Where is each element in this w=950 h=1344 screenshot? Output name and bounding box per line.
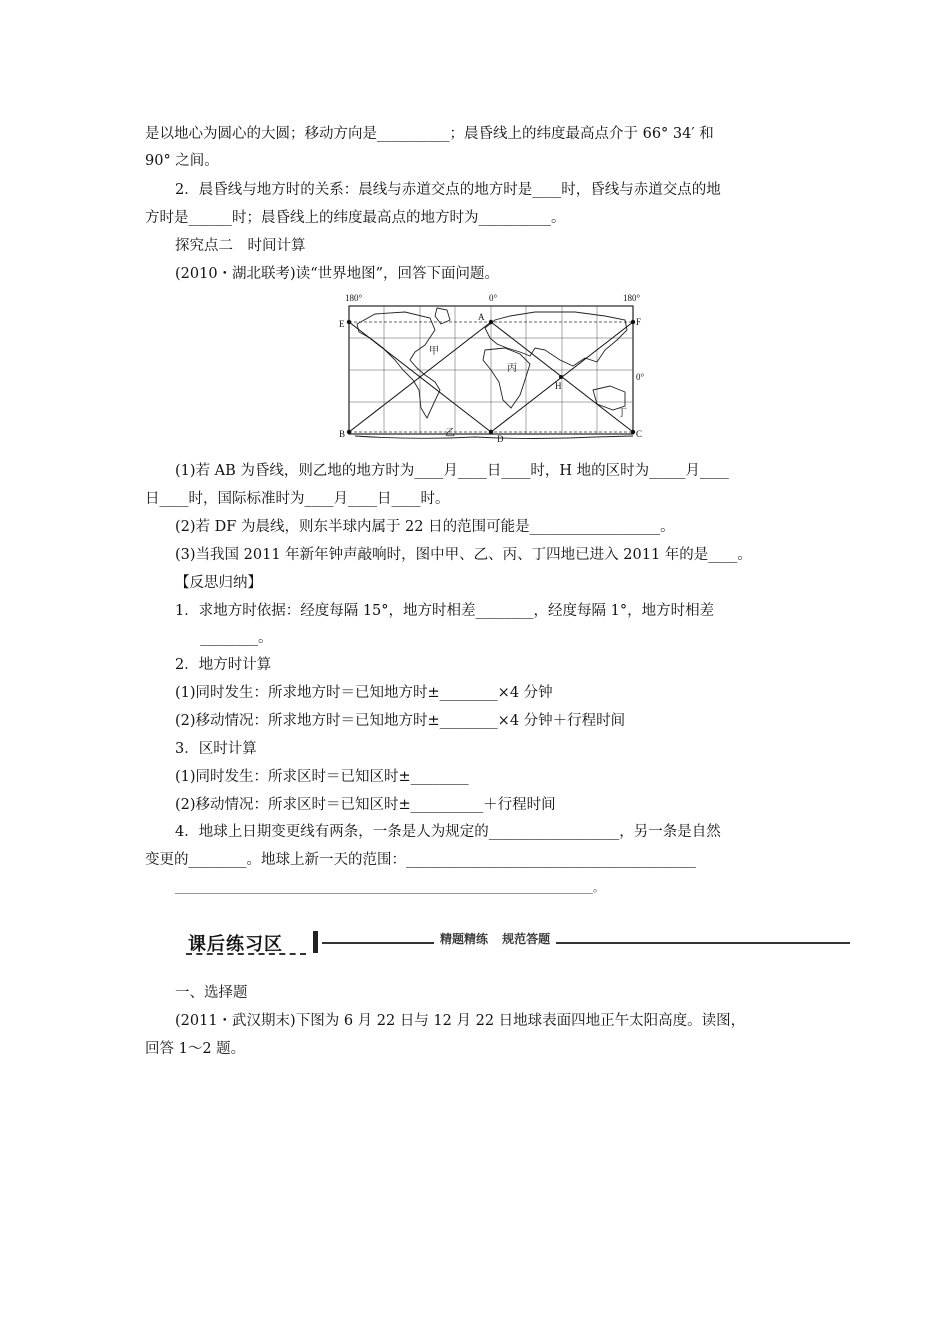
reflection-1-line-2: ________。 [200, 630, 273, 646]
reflection-2-item-1: (1)同时发生：所求地方时＝已知地方时±________×4 分钟 [175, 685, 553, 701]
place-label-ding: 丁 [617, 408, 627, 419]
reflection-4-line-1: 4．地球上日期变更线有两条，一条是人为规定的__________________，另一条是自然 [175, 824, 721, 840]
reflection-3-item-2: (2)移动情况：所求区时＝已知区时±__________＋行程时间 [175, 797, 556, 813]
reflection-4-line-2: 变更的________。地球上新一天的范围：________________________________________ [145, 852, 696, 868]
point-label-F: F [636, 317, 642, 327]
reflection-1-line-1: 1．求地方时依据：经度每隔 15°，地方时相差________，经度每隔 1°，地方时相差 [175, 603, 715, 619]
banner-title-underline [186, 953, 306, 955]
question-1-line-2: 日____时，国际标准时为____月____日____时。 [145, 491, 450, 507]
place-label-yi: 乙 [445, 428, 455, 439]
reflection-4-line-3: ____________________________________________________________________________。 [175, 881, 604, 894]
point-label-E: E [339, 319, 345, 329]
point-label-C: C [636, 429, 643, 439]
question-intro: (2010・湖北联考)读“世界地图”，回答下面问题。 [175, 266, 500, 282]
place-label-jia: 甲 [429, 346, 439, 357]
section-banner [178, 928, 850, 956]
choice-intro-line-1: (2011・武汉期末)下图为 6 月 22 日与 12 月 22 日地球表面四地正午太阳高度。读图， [175, 1013, 746, 1029]
question-3: (3)当我国 2011 年新年钟声敲响时，图中甲、乙、丙、丁四地已进入 2011 年的是____。 [175, 547, 752, 563]
section-choice-heading: 一、选择题 [175, 985, 248, 1001]
lon-label-left: 180° [345, 293, 363, 303]
banner-rule [322, 942, 850, 944]
reflection-3-item-1: (1)同时发生：所求区时＝已知区时±________ [175, 769, 469, 785]
place-label-bing: 丙 [507, 363, 517, 374]
banner-title: 课后练习区 [188, 934, 283, 955]
lon-label-center: 0° [489, 293, 498, 303]
banner-subtitle: 精题精练 规范答题 [434, 930, 556, 947]
banner-divider-bar [313, 931, 318, 953]
text-line-1: 是以地心为圆心的大圆；移动方向是__________；晨昏线上的纬度最高点介于 66° 34′ 和 [145, 126, 714, 142]
text-line-4: 方时是______时；晨昏线上的纬度最高点的地方时为__________。 [145, 210, 566, 226]
lon-label-right: 180° [623, 293, 641, 303]
point-label-B: B [339, 429, 346, 439]
text-line-2: 90° 之间。 [145, 153, 219, 169]
reflection-2-heading: 2．地方时计算 [175, 657, 272, 673]
reflection-3-heading: 3．区时计算 [175, 741, 257, 757]
equator-label: 0° [636, 372, 645, 382]
choice-intro-line-2: 回答 1～2 题。 [145, 1041, 246, 1057]
reflection-heading: 【反思归纳】 [175, 575, 262, 591]
point-label-H: H [555, 381, 562, 391]
point-label-A: A [478, 312, 485, 322]
question-2: (2)若 DF 为晨线，则东半球内属于 22 日的范围可能是__________________。 [175, 519, 675, 535]
point-label-D: D [497, 434, 504, 444]
reflection-2-item-2: (2)移动情况：所求地方时＝已知地方时±________×4 分钟＋行程时间 [175, 713, 626, 729]
section-title-explore-2: 探究点二 时间计算 [175, 238, 306, 254]
text-line-3: 2．晨昏线与地方时的关系：晨线与赤道交点的地方时是____时，昏线与赤道交点的地 [175, 182, 721, 198]
question-1-line-1: (1)若 AB 为昏线，则乙地的地方时为____月____日____时，H 地的区时为_____月____ [175, 463, 729, 479]
world-map-figure [335, 290, 655, 450]
